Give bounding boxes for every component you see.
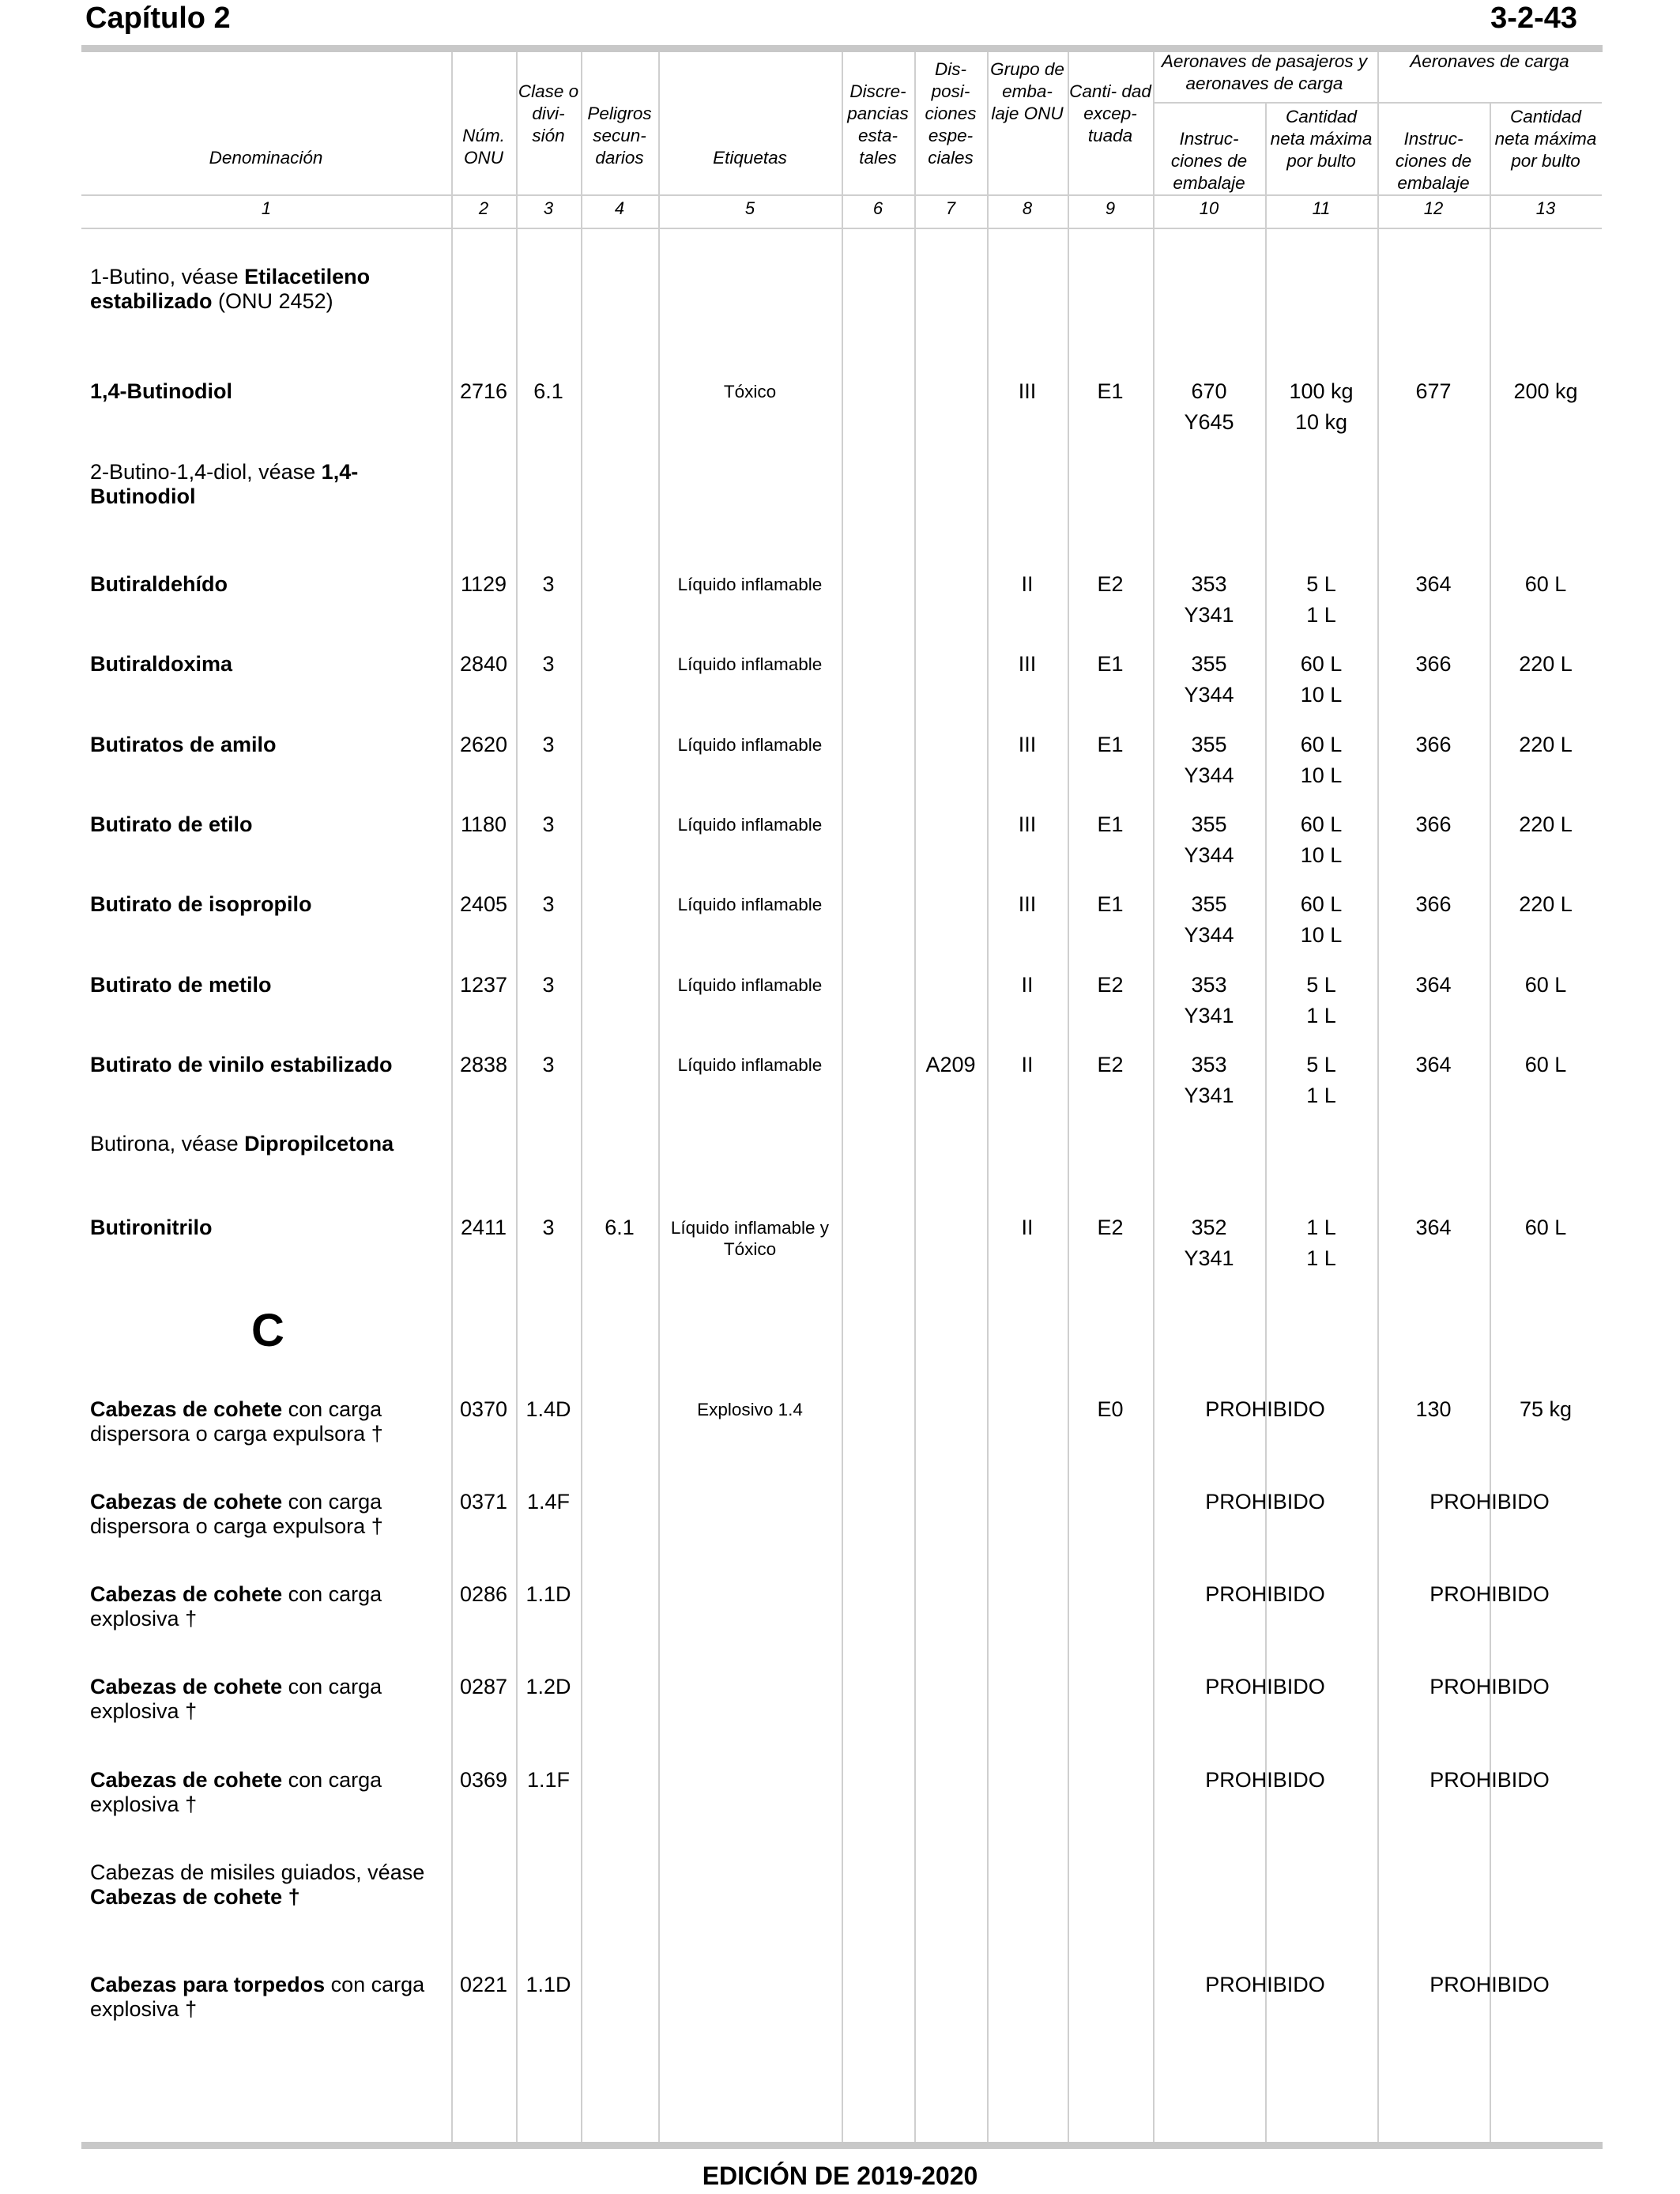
header-instrucciones: Instruc- ciones de embalaje — [1170, 129, 1248, 193]
substance-name: Butirona, véase Dipropilcetona — [90, 1132, 394, 1155]
un-number: 2838 — [459, 1053, 508, 1076]
substance-name: Butironitrilo — [90, 1216, 213, 1239]
excepted-quantity: E1 — [1097, 892, 1124, 916]
label-text: Líquido inflamable — [677, 654, 823, 674]
packing-instruction: 353 — [1191, 973, 1227, 997]
cargo-packing-instruction: 366 — [1415, 892, 1452, 916]
header-cantidad-neta-carga: Cantidad neta máxima por bulto — [1494, 107, 1597, 171]
packing-group: III — [1018, 379, 1037, 403]
un-number: 1129 — [460, 572, 507, 596]
max-net-quantity-limited: 1 L — [1306, 1246, 1336, 1270]
packing-instruction-limited: Y344 — [1184, 683, 1234, 707]
max-net-quantity-limited: 10 kg — [1294, 410, 1348, 434]
column-divider — [516, 52, 518, 2142]
max-net-quantity: 5 L — [1306, 1053, 1336, 1076]
cargo-max-net-quantity: 60 L — [1524, 1053, 1567, 1076]
packing-instruction-limited: Y341 — [1184, 1004, 1234, 1027]
substance-name: Butiratos de amilo — [90, 733, 277, 756]
packing-instruction-limited: Y341 — [1184, 603, 1234, 627]
substance-name: Cabezas de cohete con carga explosiva † — [90, 1582, 382, 1630]
packing-group: III — [1018, 892, 1037, 916]
packing-group: III — [1018, 812, 1037, 836]
max-net-quantity: 60 L — [1300, 652, 1343, 676]
packing-instruction: 352 — [1191, 1216, 1227, 1239]
un-number: 0286 — [459, 1582, 508, 1606]
cargo-max-net-quantity: 200 kg — [1513, 379, 1578, 403]
column-number-13: 13 — [1535, 198, 1556, 218]
column-divider — [914, 52, 916, 2142]
column-divider — [581, 52, 582, 2142]
packing-instruction: 355 — [1191, 733, 1227, 756]
class-division: 1.1F — [526, 1768, 571, 1792]
packing-instruction-limited: Y645 — [1184, 410, 1234, 434]
cargo-packing-instruction: 364 — [1415, 973, 1452, 997]
header-denominacion: Denominación — [209, 148, 323, 168]
forbidden-cargo: PROHIBIDO — [1430, 1490, 1550, 1514]
column-number-12: 12 — [1423, 198, 1444, 218]
packing-group: III — [1018, 652, 1037, 676]
un-number: 0369 — [459, 1768, 508, 1792]
cargo-packing-instruction: 364 — [1415, 1216, 1452, 1239]
packing-group: II — [1021, 973, 1034, 997]
cargo-packing-instruction: 364 — [1415, 572, 1452, 596]
label-text: Líquido inflamable — [677, 735, 823, 755]
excepted-quantity: E1 — [1097, 652, 1124, 676]
forbidden-cargo: PROHIBIDO — [1430, 1675, 1550, 1698]
class-division: 1.1D — [525, 1973, 571, 1996]
label-text: Tóxico — [723, 382, 777, 401]
cargo-max-net-quantity: 220 L — [1519, 652, 1573, 676]
substance-name: Butirato de vinilo estabilizado — [90, 1053, 393, 1076]
packing-instruction: 670 — [1191, 379, 1227, 403]
header-peligros: Peligros secun- darios — [587, 104, 652, 168]
substance-name: 2-Butino-1,4-diol, véase 1,4-Butinodiol — [90, 460, 359, 508]
forbidden-passenger: PROHIBIDO — [1205, 1490, 1325, 1514]
column-divider — [1068, 52, 1069, 2142]
forbidden-cargo: PROHIBIDO — [1430, 1973, 1550, 1996]
forbidden-passenger: PROHIBIDO — [1205, 1768, 1325, 1792]
header-instrucciones-carga: Instruc- ciones de embalaje — [1395, 129, 1472, 193]
max-net-quantity-limited: 10 L — [1300, 843, 1343, 867]
column-number-rule — [81, 228, 1602, 229]
max-net-quantity: 60 L — [1300, 733, 1343, 756]
cargo-max-net-quantity: 60 L — [1524, 572, 1567, 596]
header-cantidad-neta: Cantidad neta máxima por bulto — [1270, 107, 1373, 171]
cargo-max-net-quantity: 220 L — [1519, 812, 1573, 836]
cargo-packing-instruction: 677 — [1415, 379, 1452, 403]
class-division: 1.1D — [525, 1582, 571, 1606]
label-text: Líquido inflamable — [677, 895, 823, 914]
un-number: 1180 — [460, 812, 507, 836]
header-num-onu: Núm. ONU — [462, 126, 505, 168]
max-net-quantity-limited: 1 L — [1306, 1084, 1336, 1107]
cargo-max-net-quantity: 220 L — [1519, 892, 1573, 916]
header-discrepancias: Discre- pancias esta- tales — [847, 81, 909, 168]
forbidden-passenger: PROHIBIDO — [1205, 1397, 1325, 1421]
excepted-quantity: E2 — [1097, 1216, 1124, 1239]
column-number-2: 2 — [478, 198, 489, 218]
packing-instruction-limited: Y341 — [1184, 1246, 1234, 1270]
class-division: 3 — [542, 572, 555, 596]
un-number: 2620 — [459, 733, 508, 756]
forbidden-cargo: PROHIBIDO — [1430, 1582, 1550, 1606]
packing-instruction: 355 — [1191, 812, 1227, 836]
substance-name: Butiraldoxima — [90, 652, 233, 676]
un-number: 2411 — [460, 1216, 507, 1239]
class-division: 3 — [542, 1216, 555, 1239]
un-number: 2840 — [459, 652, 508, 676]
max-net-quantity: 5 L — [1306, 572, 1336, 596]
group-header-rule — [1153, 102, 1602, 104]
class-division: 3 — [542, 812, 555, 836]
column-number-4: 4 — [614, 198, 625, 218]
substance-name: Cabezas de cohete con carga dispersora o carga expulsora † — [90, 1397, 383, 1446]
class-division: 3 — [542, 652, 555, 676]
label-text: Explosivo 1.4 — [697, 1400, 803, 1419]
forbidden-passenger: PROHIBIDO — [1205, 1582, 1325, 1606]
substance-name: Cabezas de cohete con carga explosiva † — [90, 1768, 382, 1816]
max-net-quantity: 60 L — [1300, 812, 1343, 836]
header-disposiciones: Dis- posi- ciones espe- ciales — [925, 59, 977, 168]
section-letter: C — [251, 1305, 284, 1356]
cargo-packing-instruction: 366 — [1415, 652, 1452, 676]
excepted-quantity: E2 — [1097, 572, 1124, 596]
max-net-quantity: 1 L — [1306, 1216, 1336, 1239]
cargo-max-net-quantity: 75 kg — [1519, 1397, 1573, 1421]
label-text: Líquido inflamable — [677, 575, 823, 594]
excepted-quantity: E2 — [1097, 1053, 1124, 1076]
packing-instruction: 355 — [1191, 892, 1227, 916]
packing-instruction-limited: Y344 — [1184, 843, 1234, 867]
class-division: 1.4D — [525, 1397, 571, 1421]
class-division: 1.4F — [526, 1490, 571, 1514]
label-text: Líquido inflamable — [677, 815, 823, 835]
header-etiquetas: Etiquetas — [713, 148, 787, 168]
max-net-quantity: 100 kg — [1289, 379, 1354, 403]
column-divider — [842, 52, 843, 2142]
column-number-3: 3 — [543, 198, 554, 218]
class-division: 3 — [542, 1053, 555, 1076]
un-number: 0221 — [459, 1973, 508, 1996]
packing-instruction-limited: Y344 — [1184, 923, 1234, 947]
cargo-packing-instruction: 364 — [1415, 1053, 1452, 1076]
excepted-quantity: E0 — [1097, 1397, 1124, 1421]
column-number-11: 11 — [1312, 198, 1331, 218]
label-text: Líquido inflamable — [677, 975, 823, 995]
column-number-10: 10 — [1199, 198, 1219, 218]
column-number-8: 8 — [1022, 198, 1033, 218]
packing-instruction: 353 — [1191, 572, 1227, 596]
column-number-6: 6 — [872, 198, 883, 218]
page-number: 3-2-43 — [1490, 2, 1577, 35]
max-net-quantity: 5 L — [1306, 973, 1336, 997]
special-provisions: A209 — [925, 1053, 976, 1076]
column-number-9: 9 — [1105, 198, 1116, 218]
un-number: 0370 — [459, 1397, 508, 1421]
packing-instruction: 353 — [1191, 1053, 1227, 1076]
substance-name: Cabezas de cohete con carga dispersora o carga expulsora † — [90, 1490, 383, 1538]
class-division: 3 — [542, 892, 555, 916]
substance-name: 1-Butino, véase Etilacetileno estabilizado (ONU 2452) — [90, 265, 371, 313]
excepted-quantity: E1 — [1097, 733, 1124, 756]
packing-group: III — [1018, 733, 1037, 756]
header-cantidad: Canti- dad excep- tuada — [1069, 81, 1151, 145]
substance-name: 1,4-Butinodiol — [90, 379, 232, 403]
forbidden-passenger: PROHIBIDO — [1205, 1973, 1325, 1996]
class-division: 1.2D — [525, 1675, 571, 1698]
cargo-packing-instruction: 130 — [1415, 1397, 1452, 1421]
packing-group: II — [1021, 1053, 1034, 1076]
column-number-7: 7 — [945, 198, 956, 218]
label-text: Líquido inflamable — [677, 1055, 823, 1075]
un-number: 1237 — [459, 973, 508, 997]
column-divider — [1490, 103, 1491, 2142]
column-divider — [987, 52, 989, 2142]
max-net-quantity-limited: 10 L — [1300, 683, 1343, 707]
cargo-packing-instruction: 366 — [1415, 812, 1452, 836]
packing-group: II — [1021, 1216, 1034, 1239]
max-net-quantity-limited: 1 L — [1306, 1004, 1336, 1027]
column-divider — [658, 52, 660, 2142]
cargo-packing-instruction: 366 — [1415, 733, 1452, 756]
max-net-quantity-limited: 10 L — [1300, 763, 1343, 787]
packing-instruction-limited: Y344 — [1184, 763, 1234, 787]
label-text: Líquido inflamable y Tóxico — [670, 1218, 830, 1259]
class-division: 3 — [542, 973, 555, 997]
un-number: 2716 — [459, 379, 508, 403]
cargo-max-net-quantity: 220 L — [1519, 733, 1573, 756]
substance-name: Butirato de isopropilo — [90, 892, 312, 916]
column-number-5: 5 — [744, 198, 755, 218]
header-pasajeros-group: Aeronaves de pasajeros y aeronaves de carga — [1161, 51, 1368, 93]
bottom-rule — [81, 2142, 1603, 2149]
substance-name: Butiraldehído — [90, 572, 228, 596]
chapter-title: Capítulo 2 — [85, 2, 231, 35]
substance-name: Butirato de etilo — [90, 812, 253, 836]
class-division: 3 — [542, 733, 555, 756]
max-net-quantity-limited: 10 L — [1300, 923, 1343, 947]
max-net-quantity-limited: 1 L — [1306, 603, 1336, 627]
header-carga-group: Aeronaves de carga — [1410, 51, 1569, 71]
un-number: 0371 — [459, 1490, 508, 1514]
header-grupo: Grupo de emba- laje ONU — [990, 59, 1064, 123]
substance-name: Cabezas de cohete con carga explosiva † — [90, 1675, 382, 1723]
excepted-quantity: E1 — [1097, 812, 1124, 836]
cargo-max-net-quantity: 60 L — [1524, 1216, 1567, 1239]
excepted-quantity: E2 — [1097, 973, 1124, 997]
column-divider — [451, 52, 453, 2142]
un-number: 0287 — [459, 1675, 508, 1698]
max-net-quantity: 60 L — [1300, 892, 1343, 916]
cargo-max-net-quantity: 60 L — [1524, 973, 1567, 997]
subsidiary-hazard: 6.1 — [605, 1216, 635, 1239]
column-divider — [1377, 52, 1379, 2142]
substance-name: Butirato de metilo — [90, 973, 272, 997]
forbidden-passenger: PROHIBIDO — [1205, 1675, 1325, 1698]
substance-name: Cabezas para torpedos con carga explosiva † — [90, 1973, 425, 2021]
substance-name: Cabezas de misiles guiados, véase Cabezas de cohete † — [90, 1860, 425, 1909]
packing-instruction: 355 — [1191, 652, 1227, 676]
edition-footer: EDICIÓN DE 2019-2020 — [702, 2162, 978, 2190]
header-clase: Clase o divi- sión — [518, 81, 579, 145]
forbidden-cargo: PROHIBIDO — [1430, 1768, 1550, 1792]
excepted-quantity: E1 — [1097, 379, 1124, 403]
class-division: 6.1 — [533, 379, 563, 403]
header-rule — [81, 194, 1602, 196]
packing-group: II — [1021, 572, 1034, 596]
packing-instruction-limited: Y341 — [1184, 1084, 1234, 1107]
un-number: 2405 — [459, 892, 508, 916]
column-number-1: 1 — [261, 198, 272, 218]
